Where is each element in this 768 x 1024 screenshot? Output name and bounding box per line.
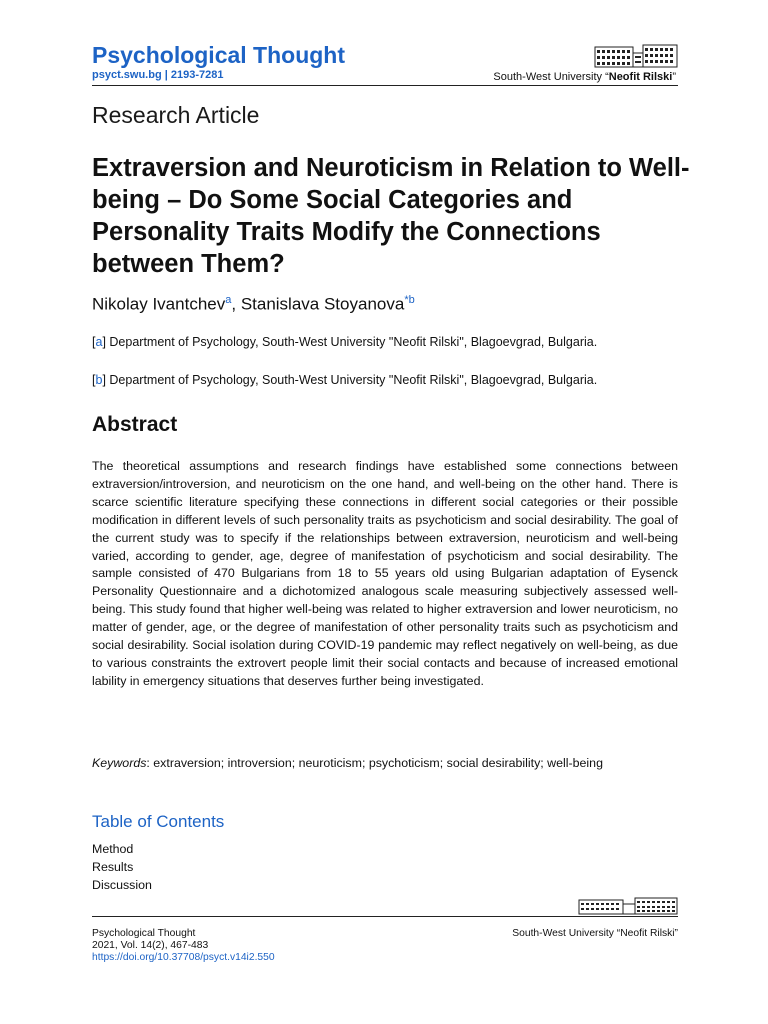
author-name: Nikolay Ivantchev — [92, 294, 226, 314]
header-divider — [92, 85, 678, 86]
journal-url[interactable]: psyct.swu.bg — [92, 69, 162, 81]
affiliation-link[interactable]: a — [225, 294, 232, 306]
doi-link[interactable]: https://doi.org/10.37708/psyct.v14i2.550 — [92, 952, 275, 963]
keywords-label: Keywords — [92, 756, 147, 770]
footer-divider — [92, 916, 678, 917]
article-type: Research Article — [92, 102, 260, 128]
journal-title: Psychological Thought — [92, 42, 346, 68]
university-building-logo-icon — [594, 43, 678, 69]
footer-building-logo-icon — [578, 897, 678, 915]
article-title: Extraversion and Neuroticism in Relation to Well-being – Do Some Social Categories and Personality Traits Modify the Connections between Them? — [92, 154, 690, 278]
university-name: South-West University “Neofit Rilski” — [493, 71, 676, 83]
journal-subline — [92, 69, 224, 81]
toc-list — [92, 840, 152, 894]
keywords-text: : extraversion; introversion; neuroticism; psychoticism; social desirability; well-being — [146, 756, 603, 770]
abstract-heading: Abstract — [92, 413, 178, 436]
issn: 2193-7281 — [170, 69, 224, 81]
footer-journal: Psychological Thought — [92, 928, 196, 939]
toc-item-method[interactable]: Method — [92, 842, 134, 856]
footer-university: South-West University “Neofit Rilski” — [512, 928, 678, 939]
toc-heading: Table of Contents — [92, 812, 225, 831]
affiliation-b: [b] Department of Psychology, South-West University "Neofit Rilski", Blagoevgrad, Bulgaria. — [92, 373, 598, 387]
abstract-text: The theoretical assumptions and research findings have established some connections between extraversion/introversion, and neuroticism on the one hand, and well-being on the other hand. There is scarce scientific literature specifying these connections in different social categories or their possible modification in different levels of such personality traits as psychoticism and social desirability. The goal of the current study was to specify if the relationships between extraversion, neuroticism and well-being varied, according to gender, age, degree of manifestation of psychoticism and social desirability. The sample consisted of 470 Bulgarians from 18 to 55 years old using Bulgarian adaptation of Eysenck Personality Questionnaire and a dichotomized analogous scale measuring subjectively assessed well-being. This study found that higher well-being was related to higher extraversion and lower neuroticism, no matter of gender, age, or the degree of manifestation of other personality traits such as psychoticism and social desirability. Social isolation during COVID-19 pandemic may reflect negatively on well-being, as due to various constraints the extrovert people limit their social contacts and because of increased emotional lability in emergency situations that deserves further being investigated. — [92, 459, 678, 688]
footer-volume: 2021, Vol. 14(2), 467-483 — [92, 940, 209, 951]
footer-citation-block — [92, 928, 275, 964]
separator: | — [164, 69, 168, 81]
toc-item-discussion[interactable]: Discussion — [92, 878, 152, 892]
keywords — [92, 751, 678, 775]
affiliation-link[interactable]: *b — [404, 294, 415, 306]
toc-item-results[interactable]: Results — [92, 860, 134, 874]
authors: Nikolay Ivantchev$^a$, Stanislava Stoyanova$^{*b}$ — [92, 294, 415, 314]
affiliation-a: [a] Department of Psychology, South-West University "Neofit Rilski", Blagoevgrad, Bulgaria. — [92, 335, 598, 349]
author-name: Stanislava Stoyanova — [240, 294, 405, 314]
